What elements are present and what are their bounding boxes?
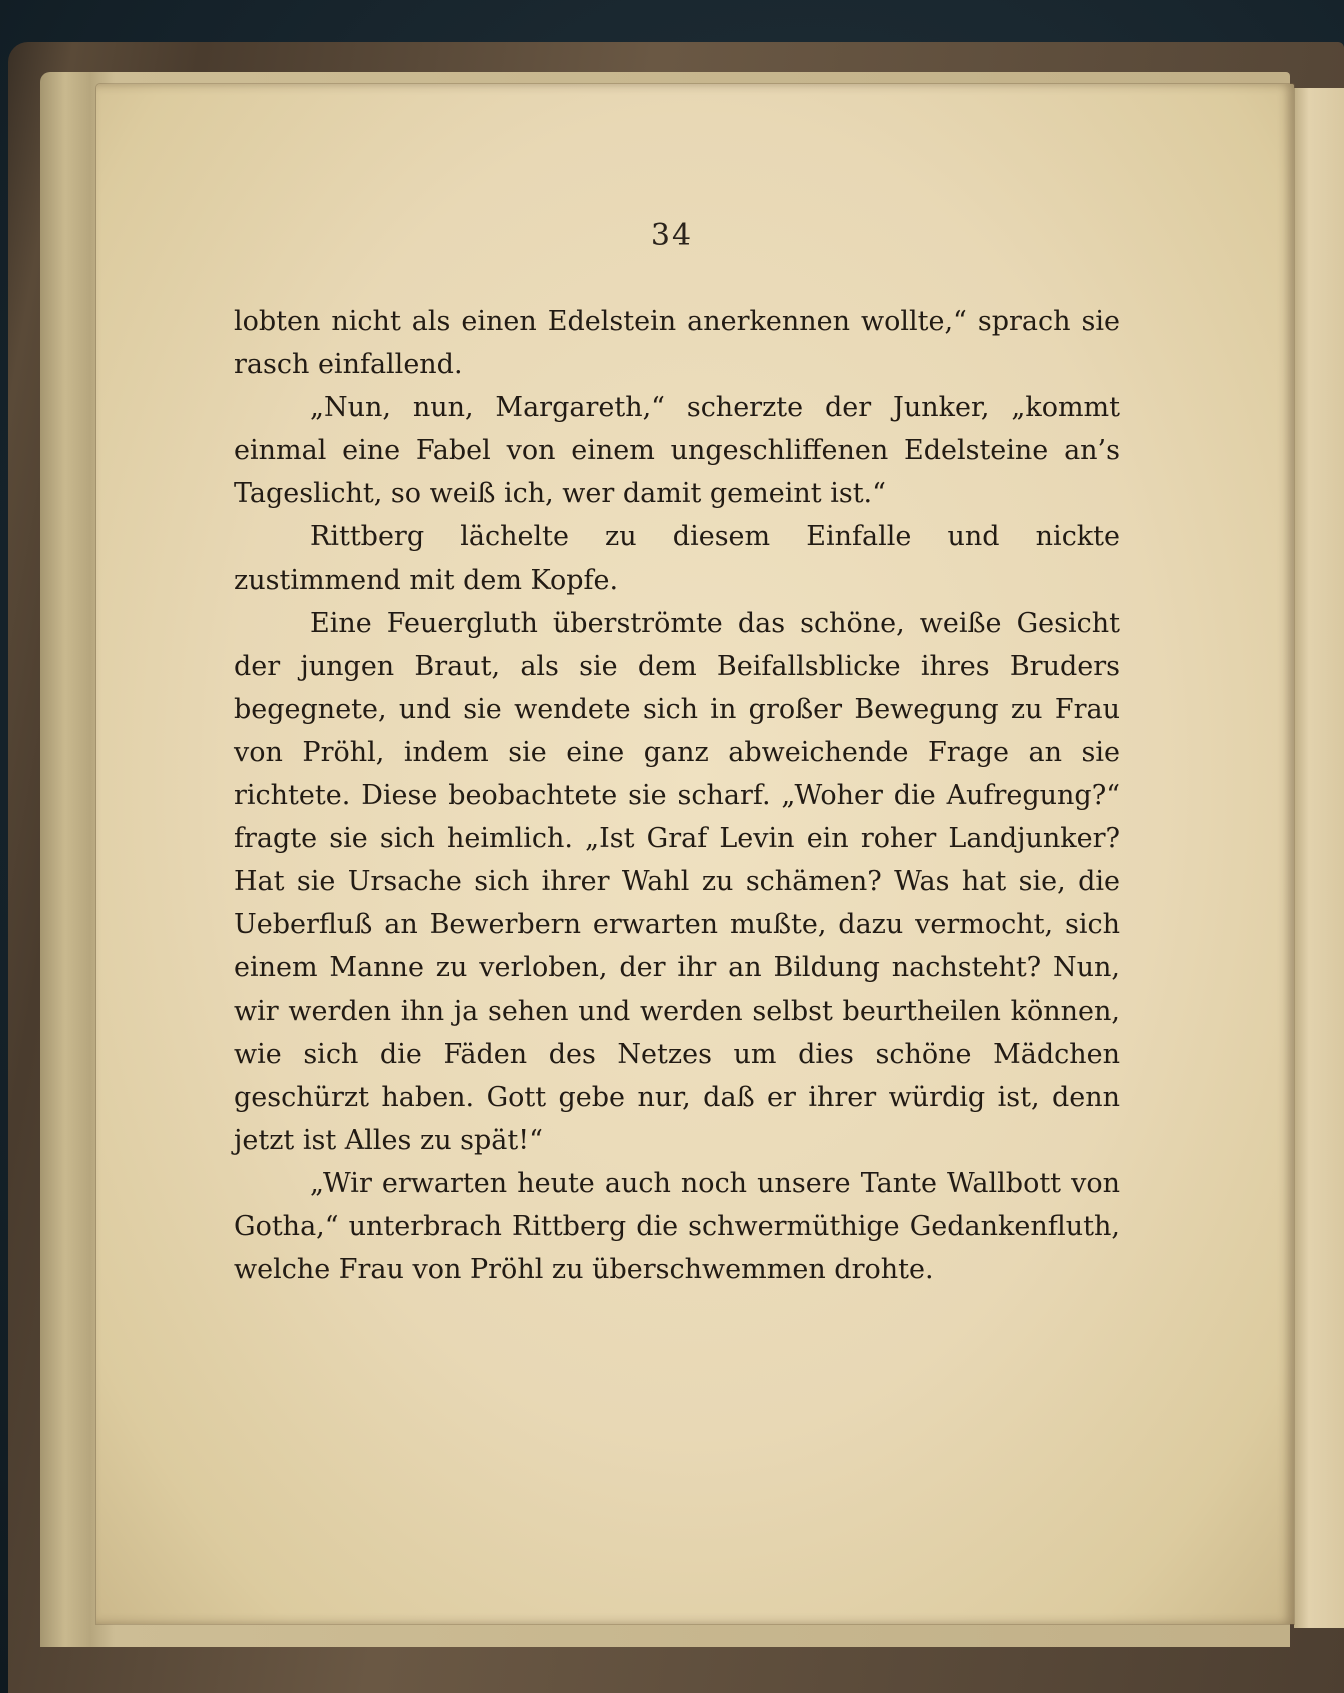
facing-page-edge xyxy=(1294,88,1344,1628)
paragraph-2: „Nun, nun, Margareth,“ scherzte der Junker, „kommt einmal eine Fabel von einem ungeschliffenen Edelsteine an’s Tageslicht, so weiß ich, wer damit gemeint ist.“ xyxy=(234,392,1120,510)
paragraph-1: lobten nicht als einen Edelstein anerkennen wollte,“ sprach sie rasch einfallend. xyxy=(234,306,1120,381)
page-number: 34 xyxy=(650,218,694,253)
paragraph-3: Rittberg lächelte zu diesem Einfalle und nickte zustimmend mit dem Kopfe. xyxy=(234,521,1120,596)
paragraph-4: Eine Feuergluth überströmte das schöne, weiße Gesicht der jungen Braut, als sie dem Beifallsblicke ihres Bruders begegnete, und sie wendete sich in großer Bewegung zu Frau von Pröhl, indem sie eine ganz abweichende Frage an sie richtete. Diese beobachtete sie scharf. „Woher die Aufregung?“ fragte sie sich heimlich. „Ist Graf Levin ein roher Landjunker? Hat sie Ursache sich ihrer Wahl zu schämen? Was hat sie, die Ueberfluß an Bewerbern erwarten mußte, dazu vermocht, sich einem Manne zu verloben, der ihr an Bildung nachsteht? Nun, wir werden ihn ja sehen und werden selbst beurtheilen können, wie sich die Fäden des Netzes um dies schöne Mädchen geschürzt haben. Gott gebe nur, daß er ihrer würdig ist, denn jetzt ist Alles zu spät!“ xyxy=(234,607,1120,1156)
page-text xyxy=(234,300,1120,1291)
paragraph-5: „Wir erwarten heute auch noch unsere Tante Wallbott von Gotha,“ unterbrach Rittberg die schwermüthige Gedankenfluth, welche Frau von Pröhl zu überschwemmen drohte. xyxy=(234,1167,1120,1286)
